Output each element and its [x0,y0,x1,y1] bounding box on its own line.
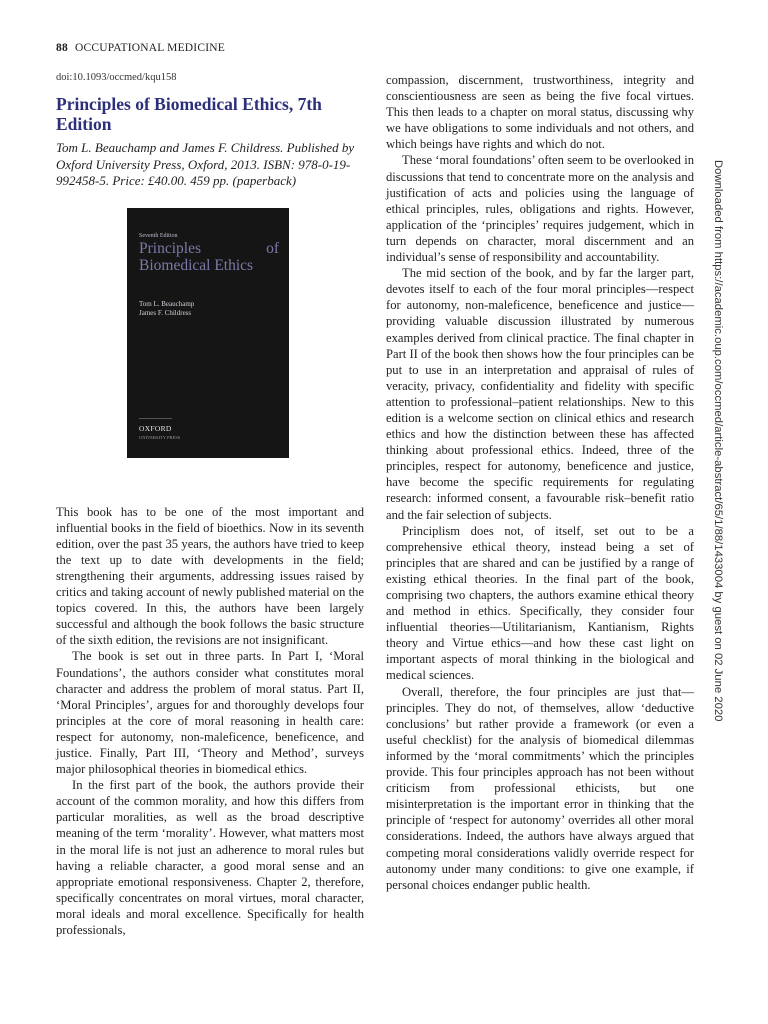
download-watermark: Downloaded from https://academic.oup.com/occmed/article-abstract/65/1/88/1433004 by guest on 02 June 2020 [712,160,724,722]
left-paragraph-3: In the first part of the book, the authors provide their account of the common morality, and how this differs from particular moralities, as well as the broad descriptive meaning of the term ‘morality’. However, what matters most in the moral life is not just an adherence to moral rules but having a reliable character, a good moral sense and an appropriate emotional responsiveness. Chapter 2, therefore, specifically concentrates on moral virtues, moral character, moral ideals and moral excellence. Specifically for health professionals, [56,778,364,938]
cover-edition: Seventh Edition [139,232,178,239]
right-paragraph-1: compassion, discernment, trustworthiness, integrity and conscientiousness are seen as being the five focal virtues. This then leads to a chapter on moral status, discussing why we have obligations to some individuals and not others, and which beings have rights and which do not. [386,73,694,152]
cover-authors [139,300,194,318]
cover-title: Principles of Biomedical Ethics [139,239,279,274]
cover-author-1: Tom L. Beauchamp [139,299,195,308]
cover-publisher: OXFORD [139,418,172,437]
right-paragraph-3: The mid section of the book, and by far the larger part, devotes itself to each of the four moral principles—respect for autonomy, non-maleficence, beneficence and justice—providing valuable discussion illustrated by numerous examples derived from clinical practice. The final chapter in Part II of the book then shows how the four principles can be put to use in an interpretation and appraisal of rules of veracity, privacy, confidentiality and fidelity with specific attention to professional–patient relationships. New to this edition is a welcome section on clinical ethics and research ethics and how the distinction between these has affected thinking about professional ethics. Indeed, three of the principles, respect for autonomy, beneficence and justice, have become the specific requirements for regulating research: informed consent, a favourable risk–benefit ratio and the fair selection of subjects. [386,266,694,522]
journal-name: OCCUPATIONAL MEDICINE [74,42,225,54]
review-meta: Tom L. Beauchamp and James F. Childress. Published by Oxford University Press, Oxford, 2013. ISBN: 978-0-19-992458-5. Price: £40.00. 459 pp. (paperback) [56,140,355,189]
left-paragraph-1: This book has to be one of the most important and influential books in the field of bioethics. Now in its seventh edition, over the past 35 years, the authors have tried to keep the text up to date with developments in the field; strengthening their arguments, addressing issues raised by critics and taking account of newly published material on the topics covered. In this, the authors have been largely successful and although the book follows the basic structure of the sixth edition, the revisions are not insignificant. [56,504,364,648]
right-column [386,72,694,893]
cover-author-2: James F. Childress [139,308,192,317]
left-column [56,70,364,938]
cover-press: UNIVERSITY PRESS [139,434,181,440]
running-head [56,42,225,54]
left-paragraph-2: The book is set out in three parts. In Part I, ‘Moral Foundations’, the authors consider what constitutes moral character and address the problem of moral status. Part II, ‘Moral Principles’, argues for and thoroughly develops four principles at the core of moral reasoning in health care: respect for autonomy, non-maleficence, beneficence, and justice. Finally, Part III, ‘Theory and Method’, surveys major philosophical theories in biomedical ethics. [56,649,364,777]
book-cover-image [127,208,289,458]
right-paragraph-4: Principlism does not, of itself, set out to be a comprehensive ethical theory, instead being a set of principles that are shared and can be justified by a range of existing ethical theories. In the final part of the book, comprising two chapters, the authors examine ethical theory and method in ethics. Specifically, they consider four influential theories—Utilitarianism, Kantianism, Rights theory and Virtue ethics—and how these cast light on important aspects of moral thinking in the biological and medical sciences. [386,523,694,683]
review-title: Principles of Biomedical Ethics, 7th Edition [56,94,322,135]
doi-link[interactable]: doi:10.1093/occmed/kqu158 [56,72,177,83]
right-paragraph-5: Overall, therefore, the four principles are just that—principles. They do not, of themselves, allow ‘deductive conclusions’ but rather provide a framework (or even a useful checklist) for the analysis of biomedical dilemmas informed by the ‘moral commitments’ which the principles provide. This four principles approach has not been without criticism from professional ethicists, but one misinterpretation is the important error in thinking that the principle of ‘respect for autonomy’ overrides all other moral considerations. Indeed, the authors have always argued that competing moral considerations validly override respect for autonomy under many conditions: to give one example, if personal choices endanger public health. [386,684,694,892]
right-paragraph-2: These ‘moral foundations’ often seem to be overlooked in discussions that tend to concentrate more on the analysis and justification of acts and policies using the language of ethical principles, rules, obligations and rights. However, application of the ‘principles’ requires judgement, which in turn depends on character, moral discernment and an individual’s sense of responsibility and accountability. [386,153,694,265]
page-number: 88 [56,42,68,54]
